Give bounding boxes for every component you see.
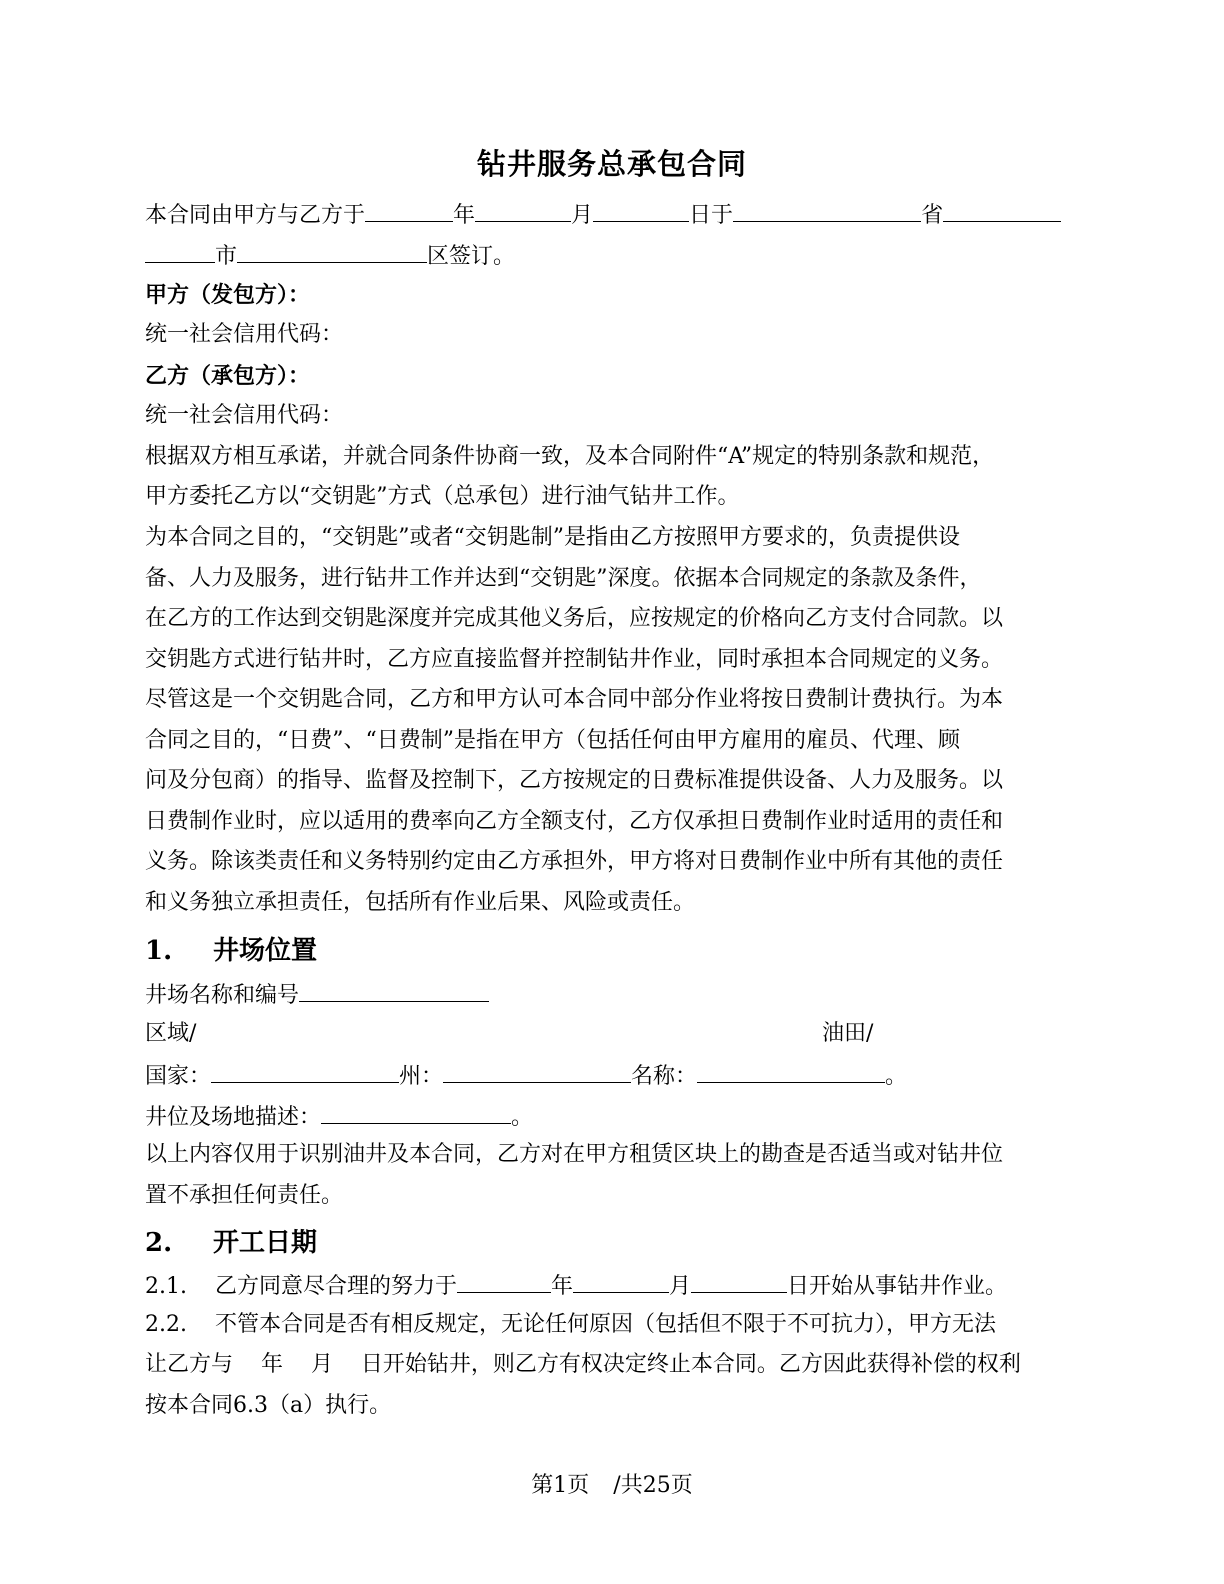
blank-district[interactable] — [237, 240, 427, 263]
page-footer — [0, 1468, 1224, 1499]
para2-line-7: 问及分包商）的指导、监督及控制下，乙方按规定的日费标准提供设备、人力及服务。以 — [145, 768, 1004, 793]
page-number: 第1页 — [531, 1473, 590, 1498]
para2-line-4: 交钥匙方式进行钻井时，乙方应直接监督并控制钻井作业，同时承担本合同规定的义务。 — [145, 647, 1004, 672]
clause-2-2-number: 2.2. — [145, 1312, 187, 1337]
country-label: 国家： — [145, 1064, 212, 1089]
page-total: /共25页 — [613, 1473, 693, 1498]
intro-city: 市 — [215, 244, 238, 269]
intro-province: 省 — [921, 203, 944, 228]
clause-2-2-line-2: 让乙方与 年 月 日开始钻井，则乙方有权决定终止本合同。乙方因此获得补偿的权利 — [145, 1352, 1021, 1377]
clause-2-1-end: 日开始从事钻井作业。 — [787, 1274, 1008, 1299]
blank-state[interactable] — [443, 1060, 631, 1083]
para1-line-1: 根据双方相互承诺，并就合同条件协商一致，及本合同附件“A”规定的特别条款和规范， — [145, 444, 995, 469]
party-a-credit: 统一社会信用代码： — [145, 322, 344, 347]
intro-text: 本合同由甲方与乙方于 — [145, 203, 366, 228]
name-label: 名称： — [631, 1064, 698, 1089]
clause-2-1-year: 年 — [551, 1274, 574, 1299]
intro-month: 月 — [571, 203, 594, 228]
country-line — [145, 1060, 907, 1091]
blank-province-cont[interactable] — [943, 199, 1061, 222]
clause-2-1-text: 乙方同意尽合理的努力于 — [215, 1274, 458, 1299]
oilfield-label: 油田/ — [822, 1021, 874, 1046]
blank-country[interactable] — [211, 1060, 399, 1083]
section-1-note-line-1: 以上内容仅用于识别油井及本合同，乙方对在甲方租赁区块上的勘查是否适当或对钻井位 — [145, 1142, 1004, 1167]
blank-well-desc[interactable] — [321, 1101, 511, 1124]
well-name-label: 井场名称和编号 — [145, 983, 300, 1008]
blank-start-year[interactable] — [457, 1270, 551, 1293]
blank-start-month[interactable] — [573, 1270, 669, 1293]
blank-start-day[interactable] — [691, 1270, 787, 1293]
state-label: 州： — [399, 1064, 444, 1089]
section-1-note-line-2: 置不承担任何责任。 — [145, 1183, 344, 1208]
para2-line-10: 和义务独立承担责任，包括所有作业后果、风险或责任。 — [145, 890, 696, 915]
blank-day[interactable] — [593, 199, 689, 222]
para2-line-1: 为本合同之目的，“交钥匙”或者“交钥匙制”是指由乙方按照甲方要求的，负责提供设 — [145, 525, 960, 550]
para2-line-8: 日费制作业时，应以适用的费率向乙方全额支付，乙方仅承担日费制作业时适用的责任和 — [145, 809, 1004, 834]
para2-line-6: 合同之目的，“日费”、“日费制”是指在甲方（包括任何由甲方雇用的雇员、代理、顾 — [145, 728, 960, 753]
section-2-heading — [145, 1222, 317, 1259]
intro-line-2 — [145, 240, 515, 271]
country-line-end: 。 — [885, 1064, 908, 1089]
section-1-title: 井场位置 — [213, 936, 318, 966]
blank-name[interactable] — [697, 1060, 885, 1083]
para2-line-2: 备、人力及服务，进行钻井工作并达到“交钥匙”深度。依据本合同规定的条款及条件， — [145, 566, 982, 591]
intro-district: 区签订。 — [427, 244, 516, 269]
intro-line-1 — [145, 199, 1061, 230]
blank-year[interactable] — [365, 199, 453, 222]
para1-line-2: 甲方委托乙方以“交钥匙”方式（总承包）进行油气钻井工作。 — [145, 484, 740, 509]
party-b-label: 乙方（承包方）： — [145, 363, 311, 389]
para2-line-3: 在乙方的工作达到交钥匙深度并完成其他义务后，应按规定的价格向乙方支付合同款。以 — [145, 606, 1004, 631]
para2-line-5: 尽管这是一个交钥匙合同，乙方和甲方认可本合同中部分作业将按日费制计费执行。为本 — [145, 687, 1004, 712]
clause-2-1-month: 月 — [669, 1274, 692, 1299]
well-desc-label: 井位及场地描述： — [145, 1105, 322, 1130]
section-2-title: 开工日期 — [213, 1228, 318, 1258]
section-1-heading — [145, 930, 317, 967]
para2-line-9: 义务。除该类责任和义务特别约定由乙方承担外，甲方将对日费制作业中所有其他的责任 — [145, 849, 1004, 874]
blank-month[interactable] — [475, 199, 571, 222]
intro-year: 年 — [453, 203, 476, 228]
clause-2-1 — [145, 1270, 1007, 1301]
well-desc-line — [145, 1101, 533, 1132]
blank-province[interactable] — [733, 199, 921, 222]
document-title: 钻井服务总承包合同 — [476, 147, 747, 181]
blank-well-name[interactable] — [299, 979, 489, 1002]
intro-day: 日于 — [689, 203, 734, 228]
clause-2-1-number: 2.1. — [145, 1274, 187, 1299]
clause-2-2-line-3: 按本合同6.3（a）执行。 — [145, 1393, 392, 1418]
section-2-number: 2. — [145, 1228, 173, 1258]
well-desc-end: 。 — [511, 1105, 534, 1130]
party-a-label: 甲方（发包方）： — [145, 282, 311, 308]
clause-2-2-line-1 — [145, 1311, 996, 1339]
blank-city-pre[interactable] — [145, 240, 215, 263]
section-1-number: 1. — [145, 936, 173, 966]
party-b-credit: 统一社会信用代码： — [145, 403, 344, 428]
clause-2-2-text-1: 不管本合同是否有相反规定，无论任何原因（包括但不限于不可抗力），甲方无法 — [215, 1312, 997, 1337]
region-label: 区域/ — [145, 1021, 197, 1046]
well-name-line — [145, 979, 489, 1010]
